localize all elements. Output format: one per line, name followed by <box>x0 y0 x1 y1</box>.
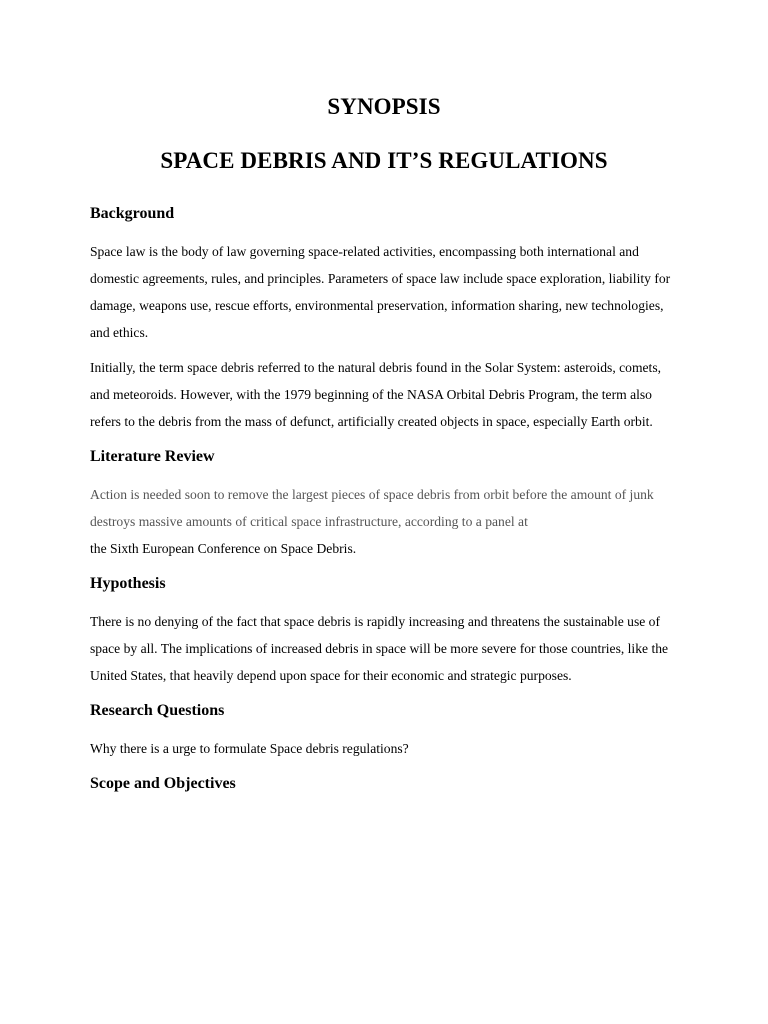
hypothesis-paragraph: There is no denying of the fact that space debris is rapidly increasing and threatens the sustainable use of space by all. The implications of increased debris in space will be more severe for those countries, like the United States, that heavily depend upon space for their economic and strategic purposes. <box>90 614 669 683</box>
section-background <box>90 203 680 435</box>
section-heading-research-questions: Research Questions <box>90 702 225 719</box>
background-paragraph-1: Space law is the body of law governing space-related activities, encompassing both international and domestic agreements, rules, and principles. Parameters of space law include space exploration, liability for damage, weapons use, rescue efforts, environmental preservation, information sharing, new technologies, and ethics. <box>90 244 671 340</box>
section-research-questions <box>90 700 680 762</box>
literature-review-paragraph <box>90 481 680 562</box>
section-heading-background: Background <box>90 205 175 222</box>
document-body <box>90 203 680 795</box>
section-scope <box>90 773 680 795</box>
section-heading-hypothesis: Hypothesis <box>90 575 166 592</box>
literature-review-text-muted: Action is needed soon to remove the largest pieces of space debris from orbit before the amount of junk destroys massive amounts of critical space infrastructure, according to a panel at <box>90 487 654 529</box>
section-literature-review <box>90 446 680 562</box>
literature-review-text-tail: the Sixth European Conference on Space Debris. <box>90 541 357 556</box>
section-heading-scope: Scope and Objectives <box>90 775 236 792</box>
document-subtitle: SPACE DEBRIS AND IT’S REGULATIONS <box>160 148 608 173</box>
background-paragraph-2: Initially, the term space debris referred to the natural debris found in the Solar System: asteroids, comets, and meteoroids. However, with the 1979 beginning of the NASA Orbital Debris Program, the term also refers to the debris from the mass of defunct, artificially created objects in space, especially Earth orbit. <box>90 360 662 429</box>
section-heading-literature-review: Literature Review <box>90 448 215 465</box>
document-title: SYNOPSIS <box>327 94 441 119</box>
research-questions-paragraph: Why there is a urge to formulate Space debris regulations? <box>90 741 409 756</box>
section-hypothesis <box>90 573 680 689</box>
